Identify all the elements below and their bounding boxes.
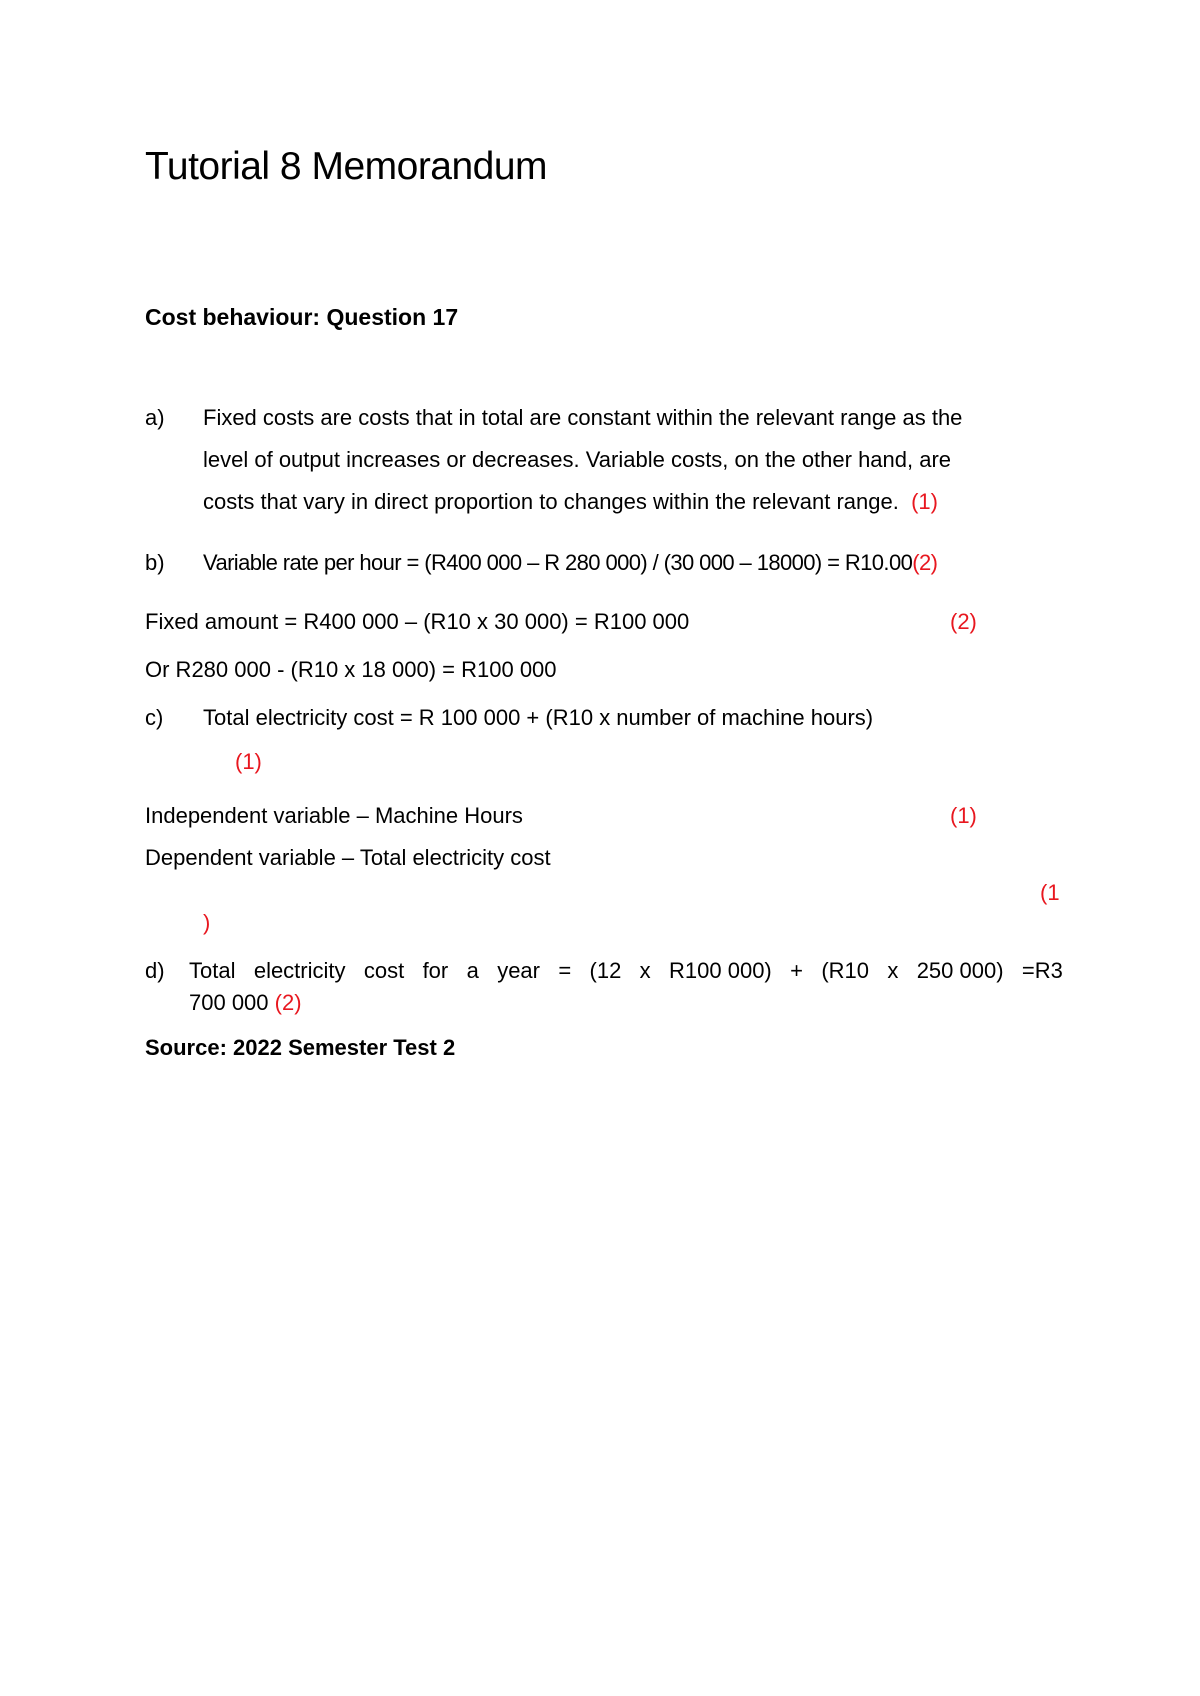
answer-a-label: a) — [145, 405, 165, 430]
answer-b-mark: (2) — [912, 550, 938, 575]
answer-d-word: year — [497, 958, 540, 983]
answer-c-mark: (1) — [235, 749, 262, 774]
answer-b-text: Variable rate per hour = (R400 000 – R 280 000) / (30 000 – 18000) = R10.00 — [203, 550, 913, 575]
answer-a-mark: (1) — [911, 489, 938, 514]
answer-d-word: for — [422, 958, 449, 983]
answer-a-line-2: level of output increases or decreases. Variable costs, on the other hand, are — [203, 447, 952, 472]
answer-d-word: 250 000) — [916, 958, 1004, 983]
independent-variable-text: Independent variable – Machine Hours — [145, 803, 523, 828]
answer-d-mark: (2) — [274, 990, 302, 1015]
answer-a-line-3-text: costs that vary in direct proportion to changes within the relevant range. — [203, 489, 899, 514]
answer-b-label: b) — [145, 550, 165, 575]
answer-a-line-1: Fixed costs are costs that in total are constant within the relevant range as the — [203, 405, 963, 430]
page-title: Tutorial 8 Memorandum — [145, 145, 548, 188]
fixed-amount-alternative: Or R280 000 - (R10 x 18 000) = R100 000 — [145, 657, 557, 682]
answer-d-word: = — [558, 958, 572, 983]
fixed-amount-text: Fixed amount = R400 000 – (R10 x 30 000) = R100 000 — [145, 609, 690, 634]
answer-d-word: (12 — [589, 958, 622, 983]
answer-d-line-2 — [189, 990, 302, 1016]
answer-d-word: + — [790, 958, 803, 983]
answer-d-word: Total — [189, 958, 236, 983]
answer-d-word: x — [887, 958, 899, 983]
dependent-variable-mark-close: ) — [203, 910, 211, 935]
answer-d-label: d) — [145, 958, 165, 983]
answer-c-label: c) — [145, 705, 164, 730]
answer-a-line-3 — [203, 489, 938, 515]
answer-d-word: electricity — [253, 958, 346, 983]
independent-variable-mark: (1) — [950, 803, 977, 828]
answer-d-word: x — [639, 958, 651, 983]
answer-d-word: (R10 — [821, 958, 869, 983]
dependent-variable-text: Dependent variable – Total electricity cost — [145, 845, 551, 870]
answer-d-line-2-text: 700 000 — [189, 990, 269, 1015]
answer-c-text: Total electricity cost = R 100 000 + (R10 x number of machine hours) — [203, 705, 874, 730]
answer-d-word: cost — [363, 958, 405, 983]
answer-d-word: =R3 — [1021, 958, 1063, 983]
fixed-amount-mark: (2) — [950, 609, 977, 634]
dependent-variable-mark-open: (1 — [1040, 880, 1060, 905]
answer-d-line-1 — [189, 958, 1063, 984]
answer-d-word: a — [466, 958, 479, 983]
answer-d-word: R100 000) — [669, 958, 772, 983]
answer-b-line — [203, 550, 937, 576]
question-heading: Cost behaviour: Question 17 — [145, 304, 459, 330]
source-note: Source: 2022 Semester Test 2 — [145, 1035, 456, 1060]
